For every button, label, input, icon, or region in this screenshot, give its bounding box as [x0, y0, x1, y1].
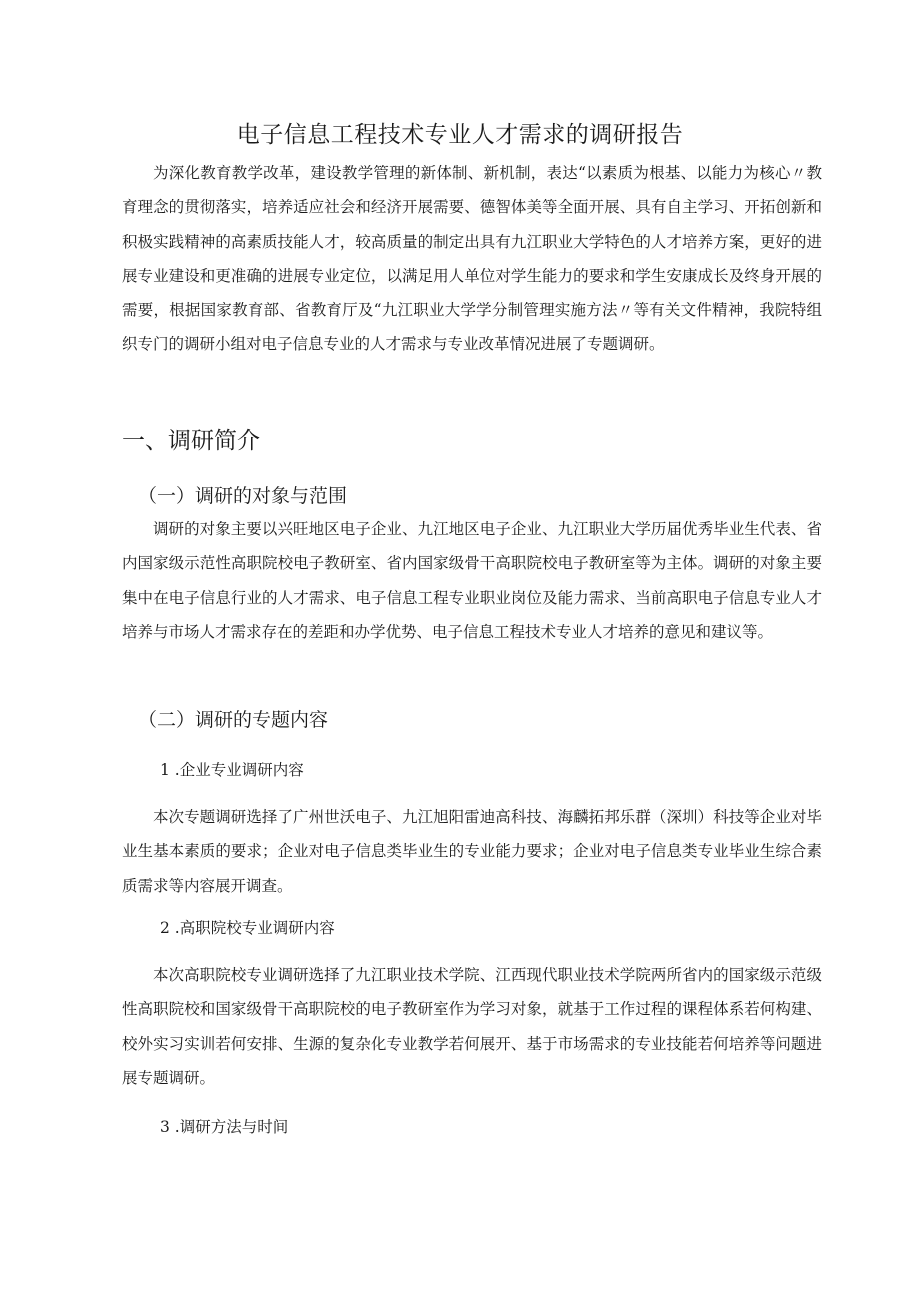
subsection-heading-scope: （一）调研的对象与范围: [138, 485, 348, 507]
enterprise-paragraph: 本次专题调研选择了广州世沃电子、九江旭阳雷迪高科技、海麟拓邦乐群（深圳）科技等企业对毕业生基本素质的要求；企业对电子信息类毕业生的专业能力要求；企业对电子信息类专业毕业生综合素质需求等内容展开调查。: [122, 808, 822, 895]
item-heading-method: 3 .调研方法与时间: [160, 1118, 289, 1136]
scope-paragraph: 调研的对象主要以兴旺地区电子企业、九江地区电子企业、九江职业大学历届优秀毕业生代表、省内国家级示范性高职院校电子教研室、省内国家级骨干高职院校电子教研室等为主体。调研的对象主要集中在电子信息行业的人才需求、电子信息工程专业职业岗位及能力需求、当前高职电子信息专业人才培养与市场人才需求存在的差距和办学优势、电子信息工程技术专业人才培养的意见和建议等。: [122, 520, 822, 641]
section-heading: 一、调研简介: [122, 428, 260, 454]
item-heading-enterprise: 1 .企业专业调研内容: [160, 761, 304, 779]
intro-paragraph: 为深化教育教学改革，建设教学管理的新体制、新机制，表达“以素质为根基、以能力为核心〃教育理念的贯彻落实，培养适应社会和经济开展需要、德智体美等全面开展、具有自主学习、开拓创新和积极实践精神的高素质技能人才，较高质量的制定出具有九江职业大学特色的人才培养方案，更好的进展专业建设和更准确的进展专业定位，以满足用人单位对学生能力的要求和学生安康成长及终身开展的需要，根据国家教育部、省教育厅及“九江职业大学学分制管理实施方法〃等有关文件精神，我院特组织专门的调研小组对电子信息专业的人才需求与专业改革情况进展了专题调研。: [122, 164, 822, 354]
college-paragraph: 本次高职院校专业调研选择了九江职业技术学院、江西现代职业技术学院两所省内的国家级示范级性高职院校和国家级骨干高职院校的电子教研室作为学习对象，就基于工作过程的课程体系若何构建、校外实习实训若何安排、生源的复杂化专业教学若何展开、基于市场需求的专业技能若何培养等问题进展专题调研。: [122, 966, 822, 1087]
subsection-heading-topics: （二）调研的专题内容: [138, 709, 329, 731]
document-title: 电子信息工程技术专业人才需求的调研报告: [236, 122, 684, 148]
item-heading-college: 2 .高职院校专业调研内容: [160, 919, 335, 937]
